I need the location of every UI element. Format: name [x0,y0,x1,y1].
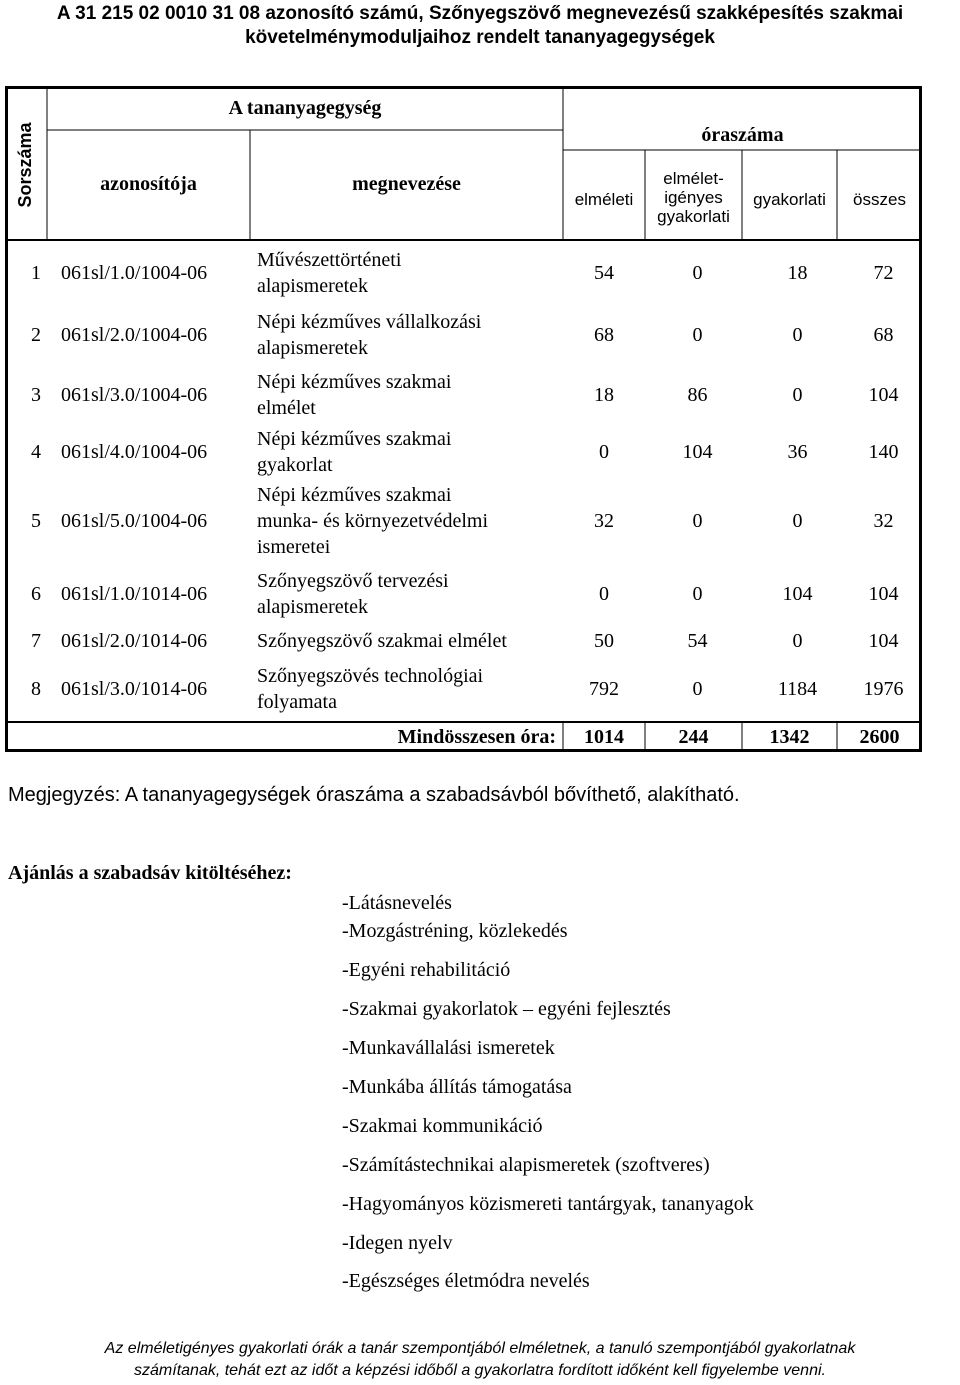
row-id: 061sl/2.0/1004-06 [61,324,208,346]
units-table [5,86,922,752]
title-line-1: A 31 215 02 0010 31 08 azonosító számú, Szőnyegszövő megnevezésű szakképesítés szakmai [56,3,904,24]
row-number: 1 [31,262,41,284]
header-azonositoja: azonosítója [100,173,197,195]
row-name-line: folyamata [257,691,337,713]
recommendation-item: -Munkába állítás támogatása [342,1076,572,1098]
row-elmeletigenyes: 0 [692,678,703,700]
recommendation-item: -Munkavállalási ismeretek [342,1037,555,1059]
header-osszes: összes [853,189,906,209]
row-elmeletigenyes: 0 [692,262,703,284]
row-name [257,244,557,302]
row-elmeletigenyes: 0 [692,324,703,346]
row-elmeletigenyes: 54 [687,630,708,652]
row-id: 061sl/2.0/1014-06 [61,630,208,652]
row-number: 4 [31,441,41,463]
row-name-line: Szőnyegszövő szakmai elmélet [257,630,507,652]
document-title [0,2,960,50]
row-gyakorlati: 36 [787,441,808,463]
row-name [257,367,557,423]
row-id: 061sl/1.0/1004-06 [61,262,208,284]
recommendation-item: -Egyéni rehabilitáció [342,959,511,981]
recommendation-item: -Egészséges életmódra nevelés [342,1270,590,1292]
row-elmeleti: 0 [599,441,609,463]
header-elmeletigenyes-line-1: elmélet- [663,168,724,188]
header-sorszama: Sorszáma [15,122,35,208]
row-id: 061sl/4.0/1004-06 [61,441,208,463]
row-osszes: 68 [873,324,894,346]
row-name-line: munka- és környezetvédelmi [257,510,489,532]
row-elmeleti: 18 [594,384,614,406]
footer-line-1: Az elméletigényes gyakorlati órák a tanár szempontjából elméletnek, a tanuló szempontjából gyakorlatnak [104,1340,856,1357]
recommendation-item: -Számítástechnikai alapismeretek (szoftveres) [342,1154,710,1176]
row-elmeleti: 0 [599,583,609,605]
row-name-line: gyakorlat [257,454,333,476]
row-gyakorlati: 0 [792,384,803,406]
row-osszes: 140 [868,441,899,463]
row-name [257,425,557,479]
row-elmeletigenyes: 104 [682,441,713,463]
footer-note [0,1338,960,1382]
row-name-line: alapismeretek [257,275,369,297]
row-name-line: alapismeretek [257,337,369,359]
row-elmeletigenyes: 0 [692,510,703,532]
header-elmeletigenyes [645,160,742,234]
row-name [257,307,557,363]
row-number: 5 [31,510,41,532]
header-gyakorlati: gyakorlati [753,189,826,209]
row-id: 061sl/3.0/1014-06 [61,678,208,700]
row-name [257,481,557,561]
row-osszes: 1976 [863,678,904,700]
row-name-line: Szőnyegszövés technológiai [257,665,484,687]
total-gyakorlati: 1342 [769,726,810,748]
row-name-line: ismeretei [257,536,331,558]
header-elmeletigenyes-line-3: gyakorlati [657,206,730,226]
row-osszes: 104 [868,630,899,652]
row-name-line: Népi kézműves szakmai [257,371,452,393]
row-id: 061sl/5.0/1004-06 [61,510,208,532]
total-elmeleti: 1014 [584,726,624,748]
recommendation-item: -Szakmai gyakorlatok – egyéni fejlesztés [342,998,671,1020]
row-id: 061sl/1.0/1014-06 [61,583,208,605]
row-elmeleti: 792 [589,678,619,700]
row-gyakorlati: 0 [792,510,803,532]
row-name-line: Művészettörténeti [257,249,402,271]
row-number: 7 [31,630,41,652]
row-elmeleti: 32 [594,510,614,532]
recommendation-item: -Idegen nyelv [342,1232,453,1254]
row-gyakorlati: 18 [787,262,808,284]
row-osszes: 104 [868,583,899,605]
row-name-line: Szőnyegszövő tervezési [257,570,449,592]
row-elmeletigenyes: 86 [687,384,708,406]
row-number: 8 [31,678,41,700]
row-number: 6 [31,583,41,605]
recommendation-item: -Mozgástréning, közlekedés [342,920,568,942]
note-text: Megjegyzés: A tananyagegységek óraszáma a szabadsávból bővíthető, alakítható. [8,784,740,806]
row-name-line: elmélet [257,397,316,419]
header-elmeleti: elméleti [574,189,634,209]
row-gyakorlati: 0 [792,630,803,652]
title-line-2: követelménymoduljaihoz rendelt tananyagegységek [245,27,715,48]
row-id: 061sl/3.0/1004-06 [61,384,208,406]
recommendation-item: -Látásnevelés [342,892,452,914]
row-gyakorlati: 0 [792,324,803,346]
total-label: Mindösszesen óra: [397,726,556,748]
row-osszes: 72 [873,262,894,284]
header-unit-group: A tananyagegység [228,97,382,119]
row-gyakorlati: 104 [782,583,813,605]
row-elmeletigenyes: 0 [692,583,703,605]
row-elmeleti: 54 [594,262,614,284]
row-elmeleti: 50 [594,630,614,652]
footer-line-2: számítanak, tehát ezt az időt a képzési időből a gyakorlatra fordított időként kell figyelembe venni. [134,1362,826,1379]
recommendation-item: -Szakmai kommunikáció [342,1115,543,1137]
row-name-line: Népi kézműves szakmai [257,428,452,450]
total-osszes: 2600 [859,726,900,748]
row-name [257,660,557,718]
recommendation-title: Ajánlás a szabadsáv kitöltéséhez: [8,862,292,884]
header-megnevezese: megnevezése [352,173,461,195]
row-gyakorlati: 1184 [777,678,818,700]
header-oraszama: óraszáma [701,124,784,146]
row-osszes: 32 [873,510,894,532]
row-elmeleti: 68 [594,324,614,346]
header-elmeletigenyes-line-2: igényes [664,187,723,207]
row-name [257,565,557,623]
row-name [257,626,567,656]
row-number: 2 [31,324,41,346]
recommendation-item: -Hagyományos közismereti tantárgyak, tananyagok [342,1193,754,1215]
row-name-line: Népi kézműves vállalkozási [257,311,482,333]
total-elmeletigenyes: 244 [678,726,709,748]
row-osszes: 104 [868,384,899,406]
row-name-line: alapismeretek [257,596,369,618]
row-number: 3 [31,384,41,406]
row-name-line: Népi kézműves szakmai [257,484,452,506]
